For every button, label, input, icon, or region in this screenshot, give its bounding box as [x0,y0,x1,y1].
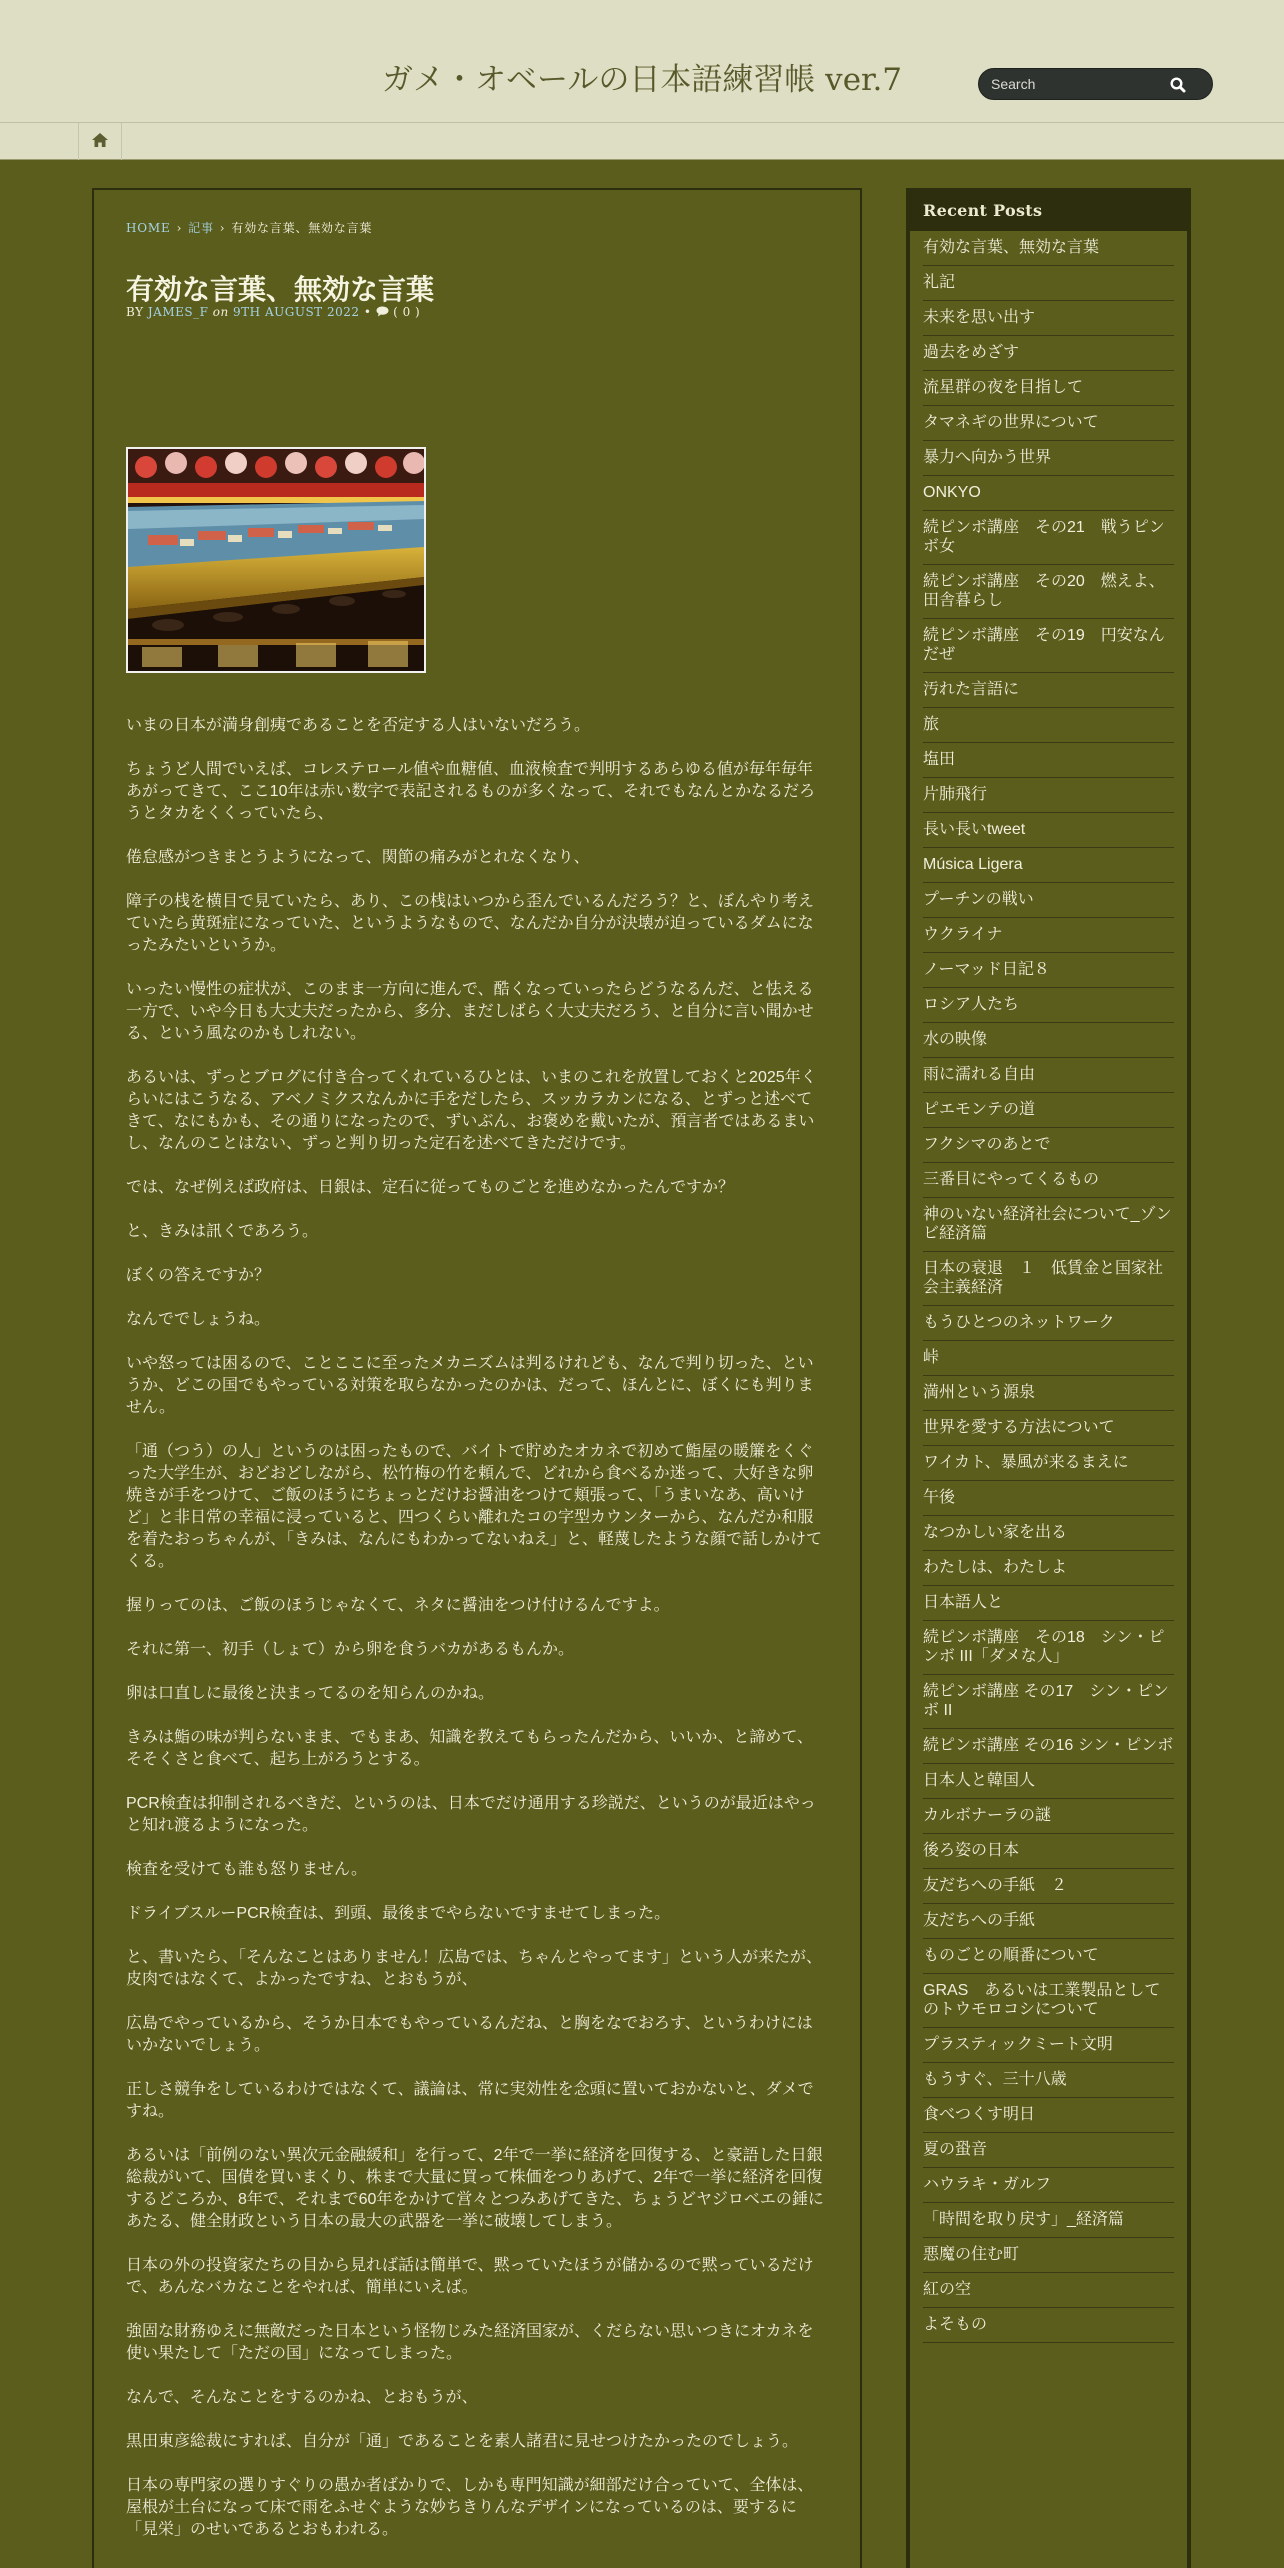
breadcrumb-separator: › [176,221,183,235]
recent-post-link[interactable]: 日本の衰退 １ 低賃金と国家社会主義経済 [923,1252,1174,1306]
recent-post-link[interactable]: ONKYO [923,476,1174,511]
article-paragraph: なんででしょうね。 [126,1311,271,1328]
post-date-link[interactable]: 9TH AUGUST 2022 [233,305,360,319]
recent-post-link[interactable]: カルボナーラの謎 [923,1799,1174,1834]
article-paragraph: 卵は口直しに最後と決まってるのを知らんのかね。 [126,1685,495,1702]
post-on-label: on [212,305,229,319]
article-paragraph: 倦怠感がつきまとうようになって、関節の痛みがとれなくなり、 [126,849,590,866]
article-paragraph: 広島でやっているから、そうか日本でもやっているんだね、と胸をなでおろす、というわけにはいかないでしょう。 [126,2015,813,2054]
breadcrumb-separator: › [219,221,226,235]
article-paragraph: 検査を受けても誰も怒りません。 [126,1861,367,1878]
article-paragraph: 握りってのは、ご飯のほうじゃなくて、ネタに醤油をつけ付けるんですよ。 [126,1597,670,1614]
recent-post-link[interactable]: ものごとの順番について [923,1939,1174,1974]
recent-post-link[interactable]: 続ピンボ講座 その16 シン・ピンボ [923,1729,1174,1764]
recent-post-link[interactable]: ハウラキ・ガルフ [923,2168,1174,2203]
recent-posts-list [923,231,1174,2343]
recent-post-link[interactable]: 汚れた言語に [923,673,1174,708]
recent-post-link[interactable]: 続ピンボ講座 その19 円安なんだぜ [923,619,1174,673]
recent-post-link[interactable]: ワイカト、暴風が来るまえに [923,1446,1174,1481]
main-nav [0,122,1284,160]
recent-post-link[interactable]: 神のいない経済社会について_ゾンビ経済篇 [923,1198,1174,1252]
post-meta [126,305,420,319]
recent-post-link[interactable]: GRAS あるいは工業製品としてのトウモロコシについて [923,1974,1174,2028]
recent-post-link[interactable]: ピエモンテの道 [923,1093,1174,1128]
article-paragraph: ちょうど人間でいえば、コレステロール値や血糖値、血液検査で判明するあらゆる値が毎年毎年あがってきて、ここ10年は赤い数字で表記されるものが多くなって、それでもなんとかなるだろうとタカをくくっていたら、 [126,761,816,822]
site-header [0,0,1284,122]
article-paragraph: いまの日本が満身創痍であることを否定する人はいないだろう。 [126,717,591,734]
article-paragraph: 「通（つう）の人」というのは困ったもので、バイトで貯めたオカネで初めて鮨屋の暖簾をくぐった大学生が、おどおどしながら、松竹梅の竹を頼んで、どれから食べるか迷って、大好きな卵焼きが手をつけて、ご飯のほうにちょっとだけお醤油をつけて頬張って、「うまいなあ、高いけど」と非日常の幸福に浸っていると、四つくらい離れたコの字型カウンターから、なんだか和服を着たおっちゃんが、「きみは、なんにもわかってないねえ」と、軽蔑したような顔で話しかけてくる。 [126,1443,823,1570]
site-title[interactable]: ガメ・オベールの日本語練習帳 ver.7 [381,62,903,98]
article-paragraph: と、書いたら、「そんなことはありません！広島では、ちゃんとやってます」という人が来たが、皮肉ではなくて、よかったですね、とおもうが、 [126,1949,823,1988]
sidebar [906,188,1191,2568]
article-paragraph: いや怒っては困るので、ことここに至ったメカニズムは判るけれども、なんで判り切った、というか、どこの国でもやっている対策を取らなかったのかは、だって、ほんとに、ぼくにも判りません。 [126,1355,814,1416]
recent-post-link[interactable]: 有効な言葉、無効な言葉 [923,231,1174,266]
recent-post-link[interactable]: Música Ligera [923,848,1174,883]
article-paragraph: あるいは「前例のない異次元金融緩和」を行って、2年で一挙に経済を回復する、と豪語した日銀総裁がいて、国債を買いまくり、株まで大量に買って株価をつりあげて、2年で一挙に経済を回復するどころか、8年で、それまで60年をかけて営々とつみあげてきた、ちょうどヤジロベエの錘にあたる、健全財政という日本の最大の武器を一挙に破壊してしまう。 [126,2147,824,2230]
recent-post-link[interactable]: よそもの [923,2308,1174,2343]
post-comments-link[interactable] [376,305,420,319]
recent-post-link[interactable]: 日本語人と [923,1586,1174,1621]
breadcrumb-category-link[interactable]: 記事 [188,221,214,235]
recent-post-link[interactable]: ノーマッド日記８ [923,953,1174,988]
breadcrumb-home-link[interactable]: HOME [126,221,171,235]
search-icon[interactable] [1168,75,1188,95]
article-paragraph: なんで、そんなことをするのかね、とおもうが、 [126,2389,478,2406]
recent-post-link[interactable]: プーチンの戦い [923,883,1174,918]
recent-post-link[interactable]: 後ろ姿の日本 [923,1834,1174,1869]
recent-post-link[interactable]: 塩田 [923,743,1174,778]
recent-post-link[interactable]: 長い長いtweet [923,813,1174,848]
breadcrumb-current: 有効な言葉、無効な言葉 [231,221,373,235]
recent-post-link[interactable]: ウクライナ [923,918,1174,953]
recent-post-link[interactable]: フクシマのあとで [923,1128,1174,1163]
article-paragraph: 日本の外の投資家たちの目から見れば話は簡単で、黙っていたほうが儲かるので黙っているだけで、あんなバカなことをやれば、簡単にいえば。 [126,2257,814,2296]
recent-posts-title: Recent Posts [910,192,1187,231]
article-paragraph: 障子の桟を横目で見ていたら、あり、この桟はいつから歪んでいるんだろう？と、ぼんやり考えていたら黄斑症になっていた、というようなもので、なんだか自分が決壊が迫っているダムになったみたいというか。 [126,893,815,954]
article-paragraph: それに第一、初手（しょて）から卵を食うバカがあるもんか。 [126,1641,575,1658]
article-paragraph: 強固な財務ゆえに無敵だった日本という怪物じみた経済国家が、くだらない思いつきにオカネを使い果たして「ただの国」になってしまった。 [126,2323,814,2362]
recent-post-link[interactable]: 続ピンボ講座 その17 シン・ピンボ II [923,1675,1174,1729]
article-paragraph: きみは鮨の味が判らないまま、でもまあ、知識を教えてもらったんだから、いいか、と諦めて、そそくさと食べて、起ち上がろうとする。 [126,1729,814,1768]
article-paragraph: ドライブスルーPCR検査は、到頭、最後までやらないですませてしまった。 [126,1905,671,1922]
recent-post-link[interactable]: 悪魔の住む町 [923,2238,1174,2273]
recent-post-link[interactable]: タマネギの世界について [923,406,1174,441]
recent-post-link[interactable]: 三番目にやってくるもの [923,1163,1174,1198]
sushi-bar-photo [128,449,424,671]
home-nav-link[interactable] [78,123,122,160]
comment-bubble-icon [376,305,389,319]
recent-post-link[interactable]: 続ピンボ講座 その20 燃えよ、田舎暮らし [923,565,1174,619]
article-paragraph: と、きみは訊くであろう。 [126,1223,319,1240]
recent-post-link[interactable]: 旅 [923,708,1174,743]
recent-post-link[interactable]: 水の映像 [923,1023,1174,1058]
article-paragraph: 日本の専門家の選りすぐりの愚か者ばかりで、しかも専門知識が細部だけ合っていて、全体は、屋根が土台になって床で雨をふせぐような妙ちきりんなデザインになっているのは、要するに「見栄」のせいであるとおもわれる。 [126,2477,814,2538]
recent-post-link[interactable]: もうひとつのネットワーク [923,1306,1174,1341]
recent-post-link[interactable]: もうすぐ、三十八歳 [923,2063,1174,2098]
article-paragraph: 正しさ競争をしているわけではなくて、議論は、常に実効性を念頭に置いておかないと、ダメですね。 [126,2081,814,2120]
recent-post-link[interactable]: 峠 [923,1341,1174,1376]
article-body [126,715,826,2563]
article-paragraph: では、なぜ例えば政府は、日銀は、定石に従ってものごとを進めなかったんですか？ [126,1179,735,1196]
meta-separator: • [363,305,372,319]
featured-image[interactable] [126,447,426,673]
recent-post-link[interactable]: 流星群の夜を目指して [923,371,1174,406]
recent-post-link[interactable]: 満州という源泉 [923,1376,1174,1411]
recent-post-link[interactable]: 続ピンボ講座 その21 戦うピンボ女 [923,511,1174,565]
recent-post-link[interactable]: 午後 [923,1481,1174,1516]
article-paragraph: いったい慢性の症状が、このまま一方向に進んで、酷くなっていったらどうなるんだ、と怯える一方で、いや今日も大丈夫だったから、多分、まだしばらく大丈夫だろう、と自分に言い聞かせる、という風なのかもしれない。 [126,981,814,1042]
recent-post-link[interactable]: 日本人と韓国人 [923,1764,1174,1799]
post-author-link[interactable]: JAMES_F [147,305,209,319]
breadcrumb [126,219,372,236]
recent-post-link[interactable]: 過去をめざす [923,336,1174,371]
recent-post-link[interactable]: わたしは、わたしよ [923,1551,1174,1586]
recent-post-link[interactable]: 食べつくす明日 [923,2098,1174,2133]
home-icon [92,132,108,151]
post-title: 有効な言葉、無効な言葉 [126,273,435,306]
recent-post-link[interactable]: 片肺飛行 [923,778,1174,813]
recent-post-link[interactable]: ロシア人たち [923,988,1174,1023]
article-paragraph: あるいは、ずっとブログに付き合ってくれているひとは、いまのこれを放置しておくと2025年くらいにはこうなる、アベノミクスなんかに手をだしたら、スッカラカンになる、とずっと述べてきて、なにもかも、その通りになったので、ずいぶん、お褒めを戴いたが、預言者ではあるまいし、なんのことはない、ずっと判り切った定石を述べてきただけです。 [126,1069,817,1152]
recent-post-link[interactable]: 礼記 [923,266,1174,301]
recent-post-link[interactable]: 雨に濡れる自由 [923,1058,1174,1093]
search-box [978,68,1213,100]
recent-post-link[interactable]: 世界を愛する方法について [923,1411,1174,1446]
recent-post-link[interactable]: 続ピンボ講座 その18 シン・ピンボ III「ダメな人」 [923,1621,1174,1675]
recent-post-link[interactable]: プラスティックミート文明 [923,2028,1174,2063]
article-paragraph: 黒田東彦総裁にすれば、自分が「通」であることを素人諸君に見せつけたかったのでしょう。 [126,2433,799,2450]
recent-post-link[interactable]: 未来を思い出す [923,301,1174,336]
main-content [92,188,862,2568]
recent-post-link[interactable]: なつかしい家を出る [923,1516,1174,1551]
recent-post-link[interactable]: 友だちへの手紙 ２ [923,1869,1174,1904]
recent-post-link[interactable]: 夏の蛩音 [923,2133,1174,2168]
recent-post-link[interactable]: 友だちへの手紙 [923,1904,1174,1939]
article-paragraph: ぼくの答えですか？ [126,1267,271,1284]
post-by-label: BY [126,305,144,319]
article-paragraph: PCR検査は抑制されるべきだ、というのは、日本でだけ通用する珍説だ、というのが最近はやっと知れ渡るようになった。 [126,1795,816,1834]
recent-post-link[interactable]: 紅の空 [923,2273,1174,2308]
recent-post-link[interactable]: 「時間を取り戻す」_経済篇 [923,2203,1174,2238]
recent-post-link[interactable]: 暴力へ向かう世界 [923,441,1174,476]
post-comments-count: ( 0 ) [393,305,421,319]
search-input[interactable] [991,69,1171,99]
